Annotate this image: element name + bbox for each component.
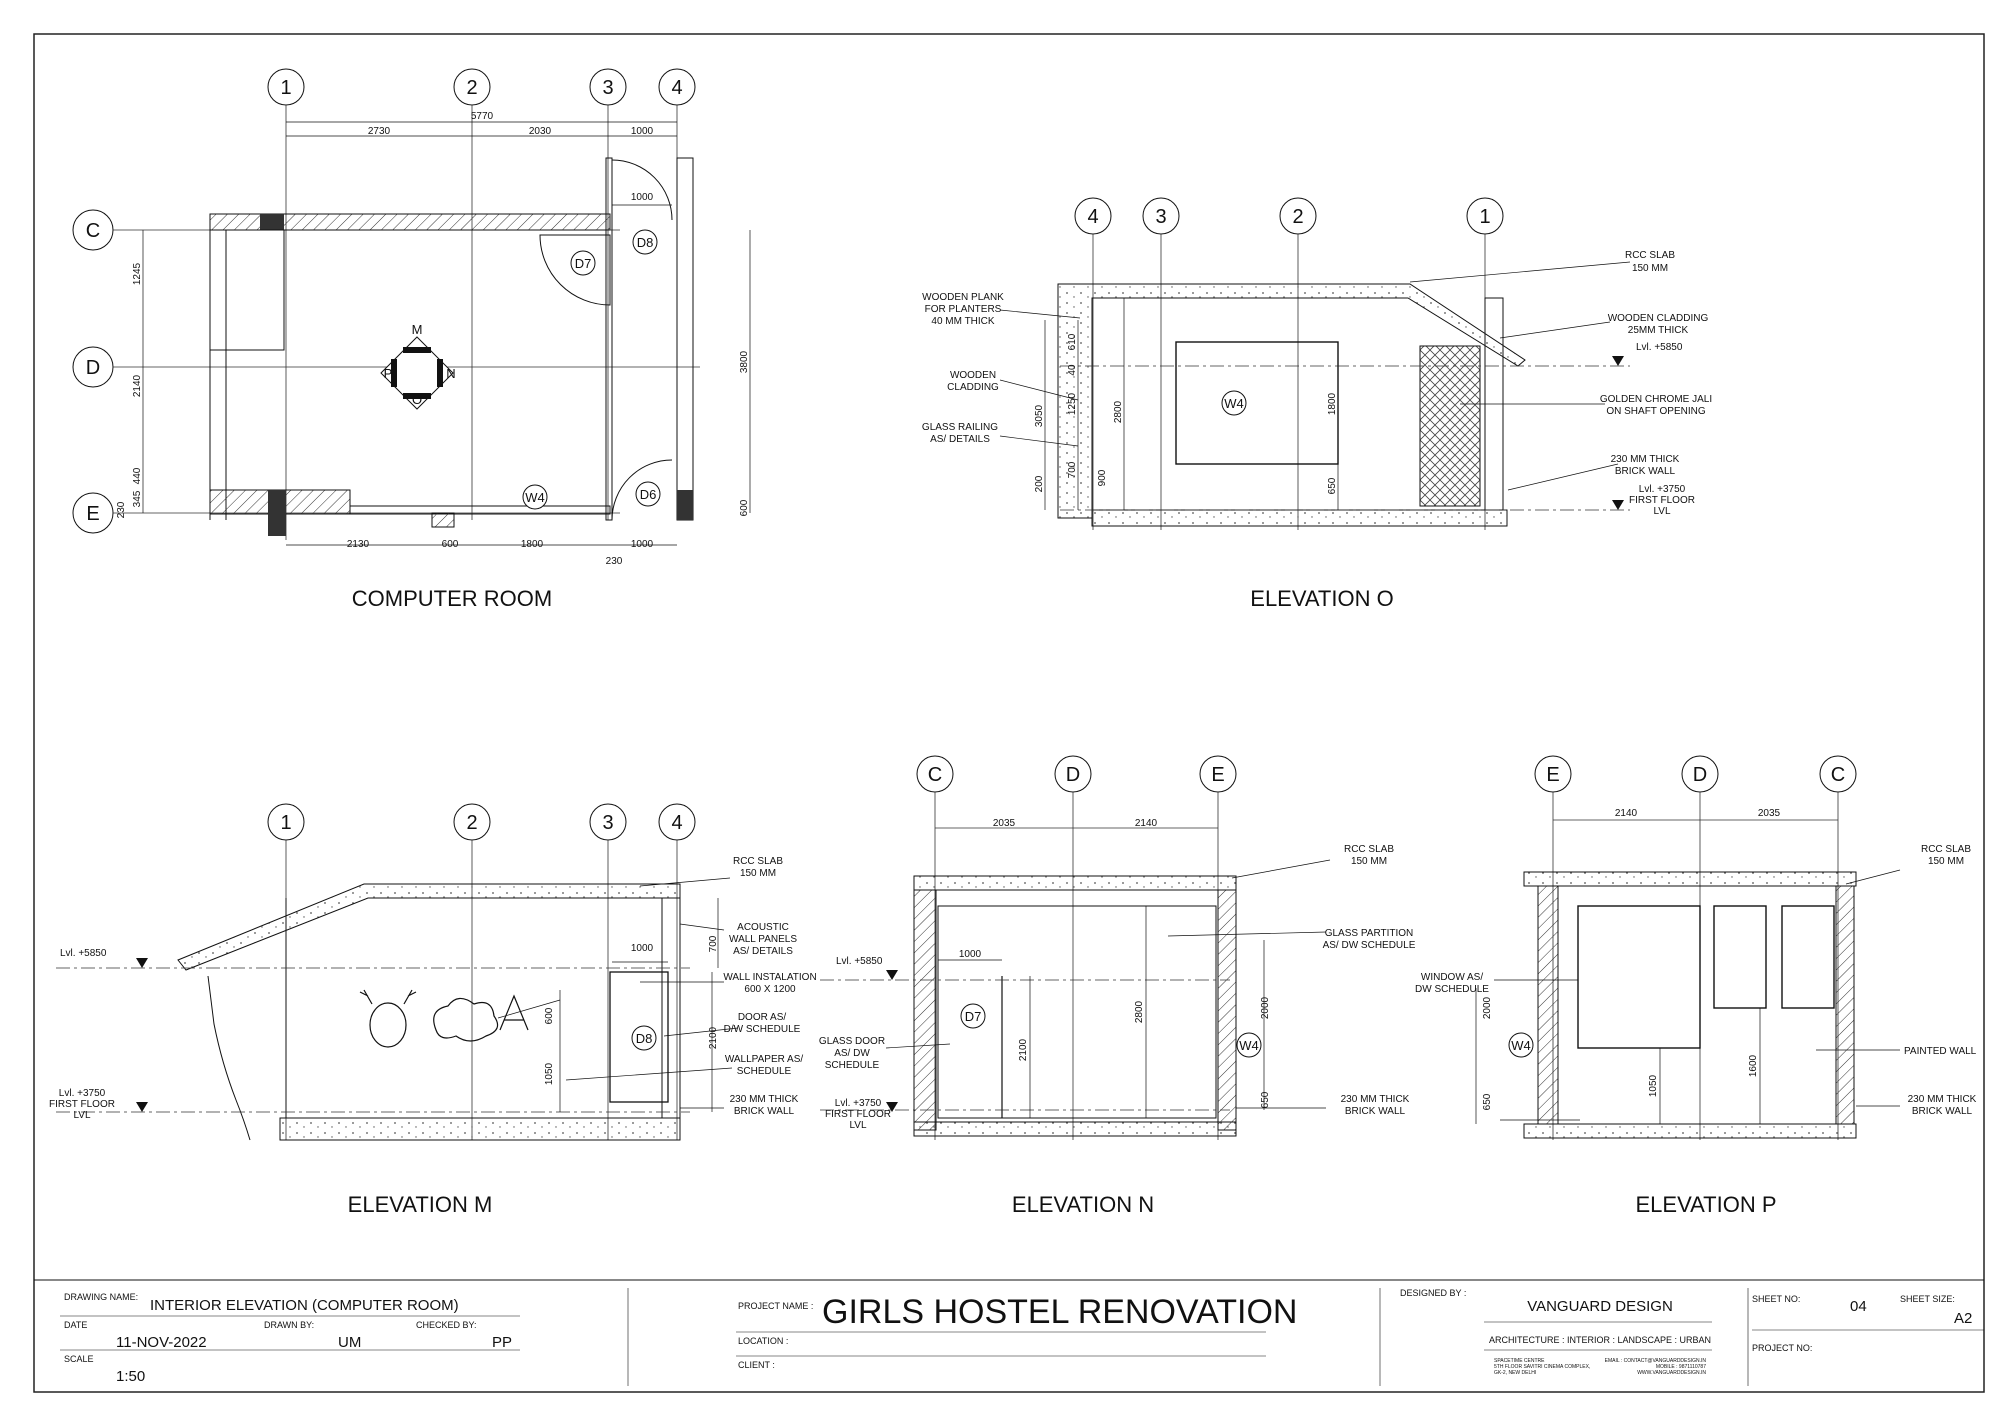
- tag-w4: [1237, 1033, 1261, 1057]
- dim: 1000: [630, 943, 654, 954]
- plan-title: COMPUTER ROOM: [351, 586, 553, 611]
- checked-by-value: PP: [492, 1334, 513, 1351]
- svg-text:E: E: [1546, 764, 1560, 786]
- elev-p-grid-c: [1820, 756, 1856, 792]
- svg-text:W4: W4: [1511, 1038, 1531, 1053]
- date-label: DATE: [64, 1320, 88, 1330]
- dim: 2000: [1260, 996, 1271, 1020]
- elev-p-slab: [1524, 872, 1856, 886]
- title-block: [34, 1280, 1984, 1386]
- elevation-m: [49, 804, 817, 1217]
- elev-p-window: [1714, 906, 1766, 1008]
- svg-text:2: 2: [466, 812, 478, 834]
- note-cladding-25mm: WOODEN CLADDING 25MM THICK: [1607, 313, 1709, 336]
- wall-installation-deer-icon: [360, 990, 416, 1047]
- dim: 1245: [132, 262, 143, 286]
- elev-m-title: ELEVATION M: [347, 1192, 493, 1217]
- firm-address: SPACETIME CENTRE 5TH FLOOR SAVITRI CINEMA COMPLEX, GK-2, NEW DELHI: [1494, 1358, 1591, 1376]
- svg-text:D7: D7: [574, 256, 592, 271]
- note-glass-railing: GLASS RAILING AS/ DETAILS: [921, 422, 999, 445]
- plan-dim-lines: [143, 122, 750, 545]
- svg-text:1: 1: [280, 812, 292, 834]
- elev-n-wall-c: [914, 890, 936, 1130]
- svg-text:3: 3: [1155, 206, 1167, 228]
- tag-w4: [523, 485, 547, 509]
- elev-m-grid-1: [268, 804, 304, 840]
- tag-w4: [1509, 1033, 1533, 1057]
- plan-wall-east: [606, 158, 612, 520]
- svg-text:D8: D8: [636, 235, 654, 250]
- dim: 2035: [1757, 808, 1781, 819]
- plan-grid-row-c: [73, 210, 113, 250]
- note-brick-wall: 230 MM THICK BRICK WALL: [1907, 1094, 1977, 1117]
- dim: 2035: [992, 818, 1016, 829]
- plan-grid-col-3: [590, 69, 626, 105]
- note-glass-door: GLASS DOOR AS/ DW SCHEDULE: [818, 1036, 886, 1071]
- plan-grid-col-1: [268, 69, 304, 105]
- dim: 1600: [1748, 1054, 1759, 1078]
- dim: 5770: [470, 111, 494, 122]
- dim: 230: [605, 556, 623, 567]
- svg-text:E: E: [86, 503, 100, 525]
- elev-o-floor: [1092, 510, 1507, 526]
- sheet-no-label: SHEET NO:: [1752, 1294, 1801, 1304]
- elev-o-window-w4: [1176, 342, 1338, 464]
- dim: 1250: [1067, 392, 1078, 416]
- dim: 1800: [520, 539, 544, 550]
- note-rcc-slab: RCC SLAB 150 MM: [732, 856, 784, 879]
- elev-n-wall-e: [1218, 890, 1236, 1130]
- dim: 2140: [132, 374, 143, 398]
- dim: 230: [116, 501, 127, 519]
- svg-text:D: D: [1065, 764, 1081, 786]
- dim: 900: [1097, 469, 1108, 487]
- svg-text:4: 4: [1087, 206, 1099, 228]
- svg-text:2: 2: [1292, 206, 1304, 228]
- client-label: CLIENT :: [738, 1360, 775, 1370]
- plan-computer-room: [73, 69, 750, 611]
- dim: 3800: [739, 350, 750, 374]
- elev-o-jali: [1420, 346, 1480, 506]
- svg-text:1: 1: [1479, 206, 1491, 228]
- dim: 440: [132, 467, 143, 485]
- wall-installation-cloud-icon: [434, 998, 498, 1041]
- dim: 2800: [1134, 1000, 1145, 1024]
- elev-o-grid-4: [1075, 198, 1111, 234]
- level-label: Lvl. +3750 FIRST FLOOR LVL: [1629, 484, 1695, 517]
- note-wall-installation: WALL INSTALATION 600 X 1200: [723, 972, 817, 995]
- dim: 650: [1327, 477, 1338, 495]
- elev-n-grid-e: [1200, 756, 1236, 792]
- elev-p-floor: [1524, 1124, 1856, 1138]
- elev-m-grid-4: [659, 804, 695, 840]
- dim: 2100: [1018, 1038, 1029, 1062]
- svg-text:O: O: [411, 392, 423, 407]
- plan-grid-col-2: [454, 69, 490, 105]
- dim: 610: [1067, 333, 1078, 351]
- svg-text:D: D: [85, 357, 101, 379]
- elev-m-slab: [178, 884, 680, 970]
- dim: 2800: [1113, 400, 1124, 424]
- dim: 1050: [1648, 1074, 1659, 1098]
- compass-icon: [381, 322, 456, 409]
- project-name-label: PROJECT NAME :: [738, 1301, 814, 1311]
- tag-d8: [633, 230, 657, 254]
- tag-d7: [961, 1004, 985, 1028]
- elevation-p: [1415, 756, 1977, 1217]
- dim: 700: [1067, 461, 1078, 479]
- elev-o-grid-3: [1143, 198, 1179, 234]
- dim: 1050: [544, 1062, 555, 1086]
- svg-text:W4: W4: [1239, 1038, 1259, 1053]
- scale-label: SCALE: [64, 1354, 94, 1364]
- level-label: Lvl. +5850: [60, 948, 107, 959]
- svg-text:E: E: [1211, 764, 1225, 786]
- elev-n-grid-c: [917, 756, 953, 792]
- dim: 600: [441, 539, 459, 550]
- dim: 40: [1067, 364, 1078, 376]
- note-rcc-slab: RCC SLAB 150 MM: [1624, 250, 1676, 274]
- svg-text:4: 4: [671, 77, 683, 99]
- project-name: GIRLS HOSTEL RENOVATION: [822, 1293, 1298, 1331]
- elevation-o: [922, 198, 1712, 611]
- checked-by-label: CHECKED BY:: [416, 1320, 477, 1330]
- svg-text:3: 3: [602, 812, 614, 834]
- firm-name: VANGUARD DESIGN: [1527, 1298, 1673, 1315]
- drawing-name-label: DRAWING NAME:: [64, 1292, 139, 1302]
- plan-column: [268, 490, 286, 536]
- plan-door-d8-swing: [612, 160, 672, 220]
- drawing-name: INTERIOR ELEVATION (COMPUTER ROOM): [150, 1297, 459, 1314]
- note-golden-jali: GOLDEN CHROME JALI ON SHAFT OPENING: [1599, 394, 1713, 417]
- svg-text:P: P: [383, 366, 393, 381]
- elev-p-window: [1782, 906, 1834, 1008]
- dim: 2100: [708, 1026, 719, 1050]
- location-label: LOCATION :: [738, 1336, 789, 1346]
- elev-p-title: ELEVATION P: [1635, 1192, 1777, 1217]
- level-label: Lvl. +5850: [836, 956, 883, 967]
- note-wooden-cladding: WOODEN CLADDING: [947, 370, 999, 393]
- note-brick-wall: 230 MM THICK BRICK WALL: [1340, 1094, 1410, 1117]
- dim: 1000: [958, 949, 982, 960]
- elev-o-grid-2: [1280, 198, 1316, 234]
- tag-d8: [632, 1026, 656, 1050]
- note-window-schedule: WINDOW AS/ DW SCHEDULE: [1415, 972, 1489, 995]
- svg-text:C: C: [1830, 764, 1846, 786]
- elev-m-grid-3: [590, 804, 626, 840]
- elev-n-floor: [914, 1122, 1236, 1136]
- note-acoustic-panels: ACOUSTIC WALL PANELS AS/ DETAILS: [729, 922, 797, 957]
- dim: 2030: [528, 126, 552, 137]
- tag-w4: [1222, 391, 1246, 415]
- dim: 345: [132, 490, 143, 508]
- dim: 2140: [1614, 808, 1638, 819]
- plan-wall-shaft: [677, 158, 693, 520]
- scale-value: 1:50: [116, 1368, 146, 1385]
- plan-grid-row-e: [73, 493, 113, 533]
- sheet-no-value: 04: [1850, 1298, 1867, 1315]
- plan-column: [677, 490, 693, 520]
- elev-n-title: ELEVATION N: [1011, 1192, 1155, 1217]
- note-wooden-plank: WOODEN PLANK FOR PLANTERS 40 MM THICK: [922, 292, 1004, 327]
- dim: 1000: [630, 126, 654, 137]
- svg-text:N: N: [446, 366, 456, 381]
- svg-text:C: C: [927, 764, 943, 786]
- elev-p-grid-e: [1535, 756, 1571, 792]
- elev-p-window-w4: [1578, 906, 1700, 1048]
- svg-text:W4: W4: [1224, 396, 1244, 411]
- elev-p-wall-e: [1538, 886, 1558, 1124]
- elev-m-grid-2: [454, 804, 490, 840]
- note-door-schedule: DOOR AS/ D/W SCHEDULE: [723, 1012, 801, 1035]
- level-label: Lvl. +3750 FIRST FLOOR LVL: [49, 1088, 115, 1121]
- dim: 2000: [1482, 996, 1493, 1020]
- elev-o-title: ELEVATION O: [1250, 586, 1394, 611]
- dim: 650: [1482, 1093, 1493, 1111]
- note-brick-wall: 230 MM THICK BRICK WALL: [729, 1094, 799, 1117]
- svg-text:D8: D8: [635, 1031, 653, 1046]
- elev-n-grid-d: [1055, 756, 1091, 792]
- dim: 600: [544, 1007, 555, 1025]
- elevation-n: [819, 756, 1416, 1217]
- firm-disciplines: ARCHITECTURE : INTERIOR : LANDSCAPE : URBAN: [1488, 1335, 1712, 1345]
- elev-m-floor: [280, 1118, 680, 1140]
- note-painted-wall: PAINTED WALL: [1904, 1046, 1977, 1057]
- dim: 650: [1260, 1091, 1271, 1109]
- date-value: 11-NOV-2022: [116, 1334, 207, 1351]
- svg-text:2: 2: [466, 77, 478, 99]
- dim: 200: [1034, 475, 1045, 493]
- plan-window-sill: [432, 513, 454, 527]
- level-label: Lvl. +3750 FIRST FLOOR LVL: [825, 1098, 891, 1131]
- svg-text:D: D: [1692, 764, 1708, 786]
- elev-p-grid-d: [1682, 756, 1718, 792]
- dim: 1000: [630, 539, 654, 550]
- tag-d7: [571, 251, 595, 275]
- drawn-by-value: UM: [338, 1334, 362, 1351]
- elev-p-wall-c: [1836, 886, 1854, 1124]
- dim: 1800: [1327, 392, 1338, 416]
- svg-text:C: C: [85, 220, 101, 242]
- note-brick-wall: 230 MM THICK BRICK WALL: [1610, 454, 1680, 477]
- dim: 700: [708, 935, 719, 953]
- sheet-size-value: A2: [1954, 1310, 1973, 1327]
- level-label: Lvl. +5850: [1636, 342, 1683, 353]
- svg-text:3: 3: [602, 77, 614, 99]
- firm-contact: EMAIL : CONTACT@VANGUARDDESIGN.IN MOBILE : 9871110787 WWW.VANGUARDDESIGN.IN: [1604, 1358, 1706, 1376]
- dim: 2730: [367, 126, 391, 137]
- elev-o-grid-1: [1467, 198, 1503, 234]
- note-glass-partition: GLASS PARTITION AS/ DW SCHEDULE: [1322, 928, 1416, 951]
- svg-text:W4: W4: [525, 490, 545, 505]
- tag-d6: [636, 482, 660, 506]
- plan-column: [260, 214, 284, 230]
- sheet-size-label: SHEET SIZE:: [1900, 1294, 1955, 1304]
- dim: 2140: [1134, 818, 1158, 829]
- drawn-by-label: DRAWN BY:: [264, 1320, 315, 1330]
- svg-text:M: M: [411, 322, 423, 337]
- dim: 3050: [1034, 404, 1045, 428]
- svg-text:D6: D6: [639, 487, 657, 502]
- svg-text:4: 4: [671, 812, 683, 834]
- plan-window-bay: [210, 230, 284, 350]
- sheet-border: [34, 34, 1984, 1392]
- dim: 1000: [630, 192, 654, 203]
- elev-n-slab: [914, 876, 1236, 890]
- dim: 600: [739, 499, 750, 517]
- svg-text:D7: D7: [964, 1009, 982, 1024]
- project-no-label: PROJECT NO:: [1752, 1343, 1813, 1353]
- dim: 2130: [346, 539, 370, 550]
- note-wallpaper: WALLPAPER AS/ SCHEDULE: [724, 1054, 804, 1077]
- designed-by-label: DESIGNED BY :: [1400, 1288, 1467, 1298]
- plan-grid-row-d: [73, 347, 113, 387]
- note-rcc-slab: RCC SLAB 150 MM: [1920, 844, 1972, 867]
- note-rcc-slab: RCC SLAB 150 MM: [1343, 844, 1395, 867]
- plan-grid-col-4: [659, 69, 695, 105]
- svg-text:1: 1: [280, 77, 292, 99]
